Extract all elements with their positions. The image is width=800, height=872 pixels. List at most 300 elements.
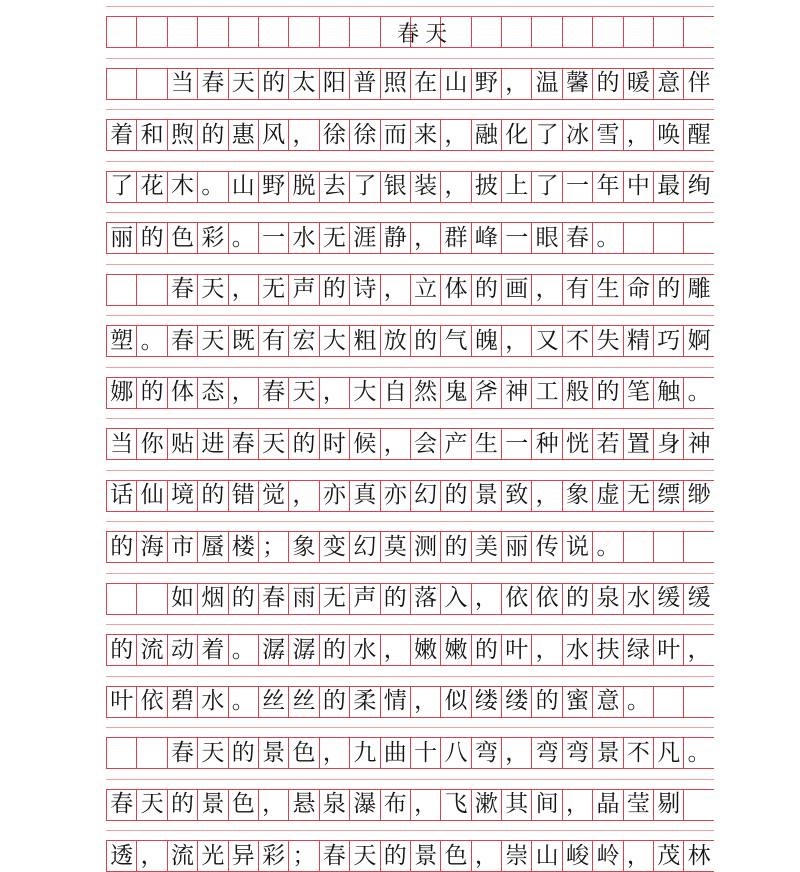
grid-cell: 其 bbox=[501, 789, 531, 821]
grid-spacer-line bbox=[106, 264, 714, 265]
grid-cell: 娜 bbox=[106, 377, 136, 409]
text-line bbox=[106, 634, 714, 666]
grid-cell bbox=[531, 16, 561, 48]
grid-cell: 然 bbox=[410, 377, 440, 409]
grid-cell: 间 bbox=[531, 789, 561, 821]
grid-cell: 的 bbox=[106, 634, 136, 666]
grid-cell: 徐 bbox=[319, 119, 349, 151]
grid-cell: 了 bbox=[106, 171, 136, 203]
grid-cell: 水 bbox=[349, 634, 379, 666]
grid-cell: 去 bbox=[319, 171, 349, 203]
grid-cell: 烟 bbox=[197, 583, 227, 615]
grid-cell bbox=[683, 16, 713, 48]
grid-spacer-line bbox=[106, 315, 714, 316]
grid-cell: 真 bbox=[349, 480, 379, 512]
grid-cell: 有 bbox=[562, 274, 592, 306]
grid-cell: ， bbox=[471, 840, 501, 872]
grid-cell: 丽 bbox=[106, 222, 136, 254]
grid-cell: 的 bbox=[380, 583, 410, 615]
grid-cell: 魄 bbox=[471, 325, 501, 357]
grid-cell: 天 bbox=[136, 789, 166, 821]
text-line bbox=[106, 325, 714, 357]
grid-cell bbox=[106, 583, 136, 615]
grid-cell: ， bbox=[531, 274, 561, 306]
grid-cell: 候 bbox=[349, 428, 379, 460]
grid-cell: 的 bbox=[531, 686, 561, 718]
grid-cell: 天 bbox=[197, 325, 227, 357]
grid-cell: ， bbox=[288, 480, 318, 512]
grid-cell: 茂 bbox=[653, 840, 683, 872]
grid-cell bbox=[136, 16, 166, 48]
grid-cell bbox=[197, 16, 227, 48]
grid-cell: 进 bbox=[197, 428, 227, 460]
grid-cell: 色 bbox=[440, 840, 470, 872]
grid-cell: ， bbox=[319, 737, 349, 769]
grid-cell: 春 bbox=[258, 583, 288, 615]
grid-cell: 景 bbox=[592, 737, 622, 769]
grid-cell: 的 bbox=[653, 274, 683, 306]
text-line bbox=[106, 686, 714, 718]
grid-cell: ， bbox=[562, 789, 592, 821]
grid-cell: 美 bbox=[471, 531, 501, 563]
grid-cell: 天 bbox=[288, 377, 318, 409]
grid-cell: 无 bbox=[319, 222, 349, 254]
grid-cell: 色 bbox=[288, 737, 318, 769]
grid-cell: 漱 bbox=[471, 789, 501, 821]
grid-cell: 春 bbox=[258, 377, 288, 409]
grid-cell: 不 bbox=[562, 325, 592, 357]
grid-cell: 的 bbox=[197, 480, 227, 512]
grid-cell bbox=[623, 222, 653, 254]
grid-cell: 依 bbox=[501, 583, 531, 615]
grid-cell: 缕 bbox=[501, 686, 531, 718]
page-title: 春天 bbox=[397, 21, 454, 47]
grid-cell: 宏 bbox=[288, 325, 318, 357]
grid-cell: 阳 bbox=[319, 68, 349, 100]
grid-cell: 的 bbox=[410, 325, 440, 357]
grid-cell: 塑 bbox=[106, 325, 136, 357]
grid-cell bbox=[623, 16, 653, 48]
grid-cell: 入 bbox=[440, 583, 470, 615]
grid-cell: 有 bbox=[258, 325, 288, 357]
grid-cell: 景 bbox=[410, 840, 440, 872]
grid-cell: 会 bbox=[410, 428, 440, 460]
grid-cell bbox=[653, 222, 683, 254]
grid-cell: 错 bbox=[228, 480, 258, 512]
grid-cell: 放 bbox=[380, 325, 410, 357]
text-line bbox=[106, 789, 714, 821]
grid-cell: 春 bbox=[167, 737, 197, 769]
grid-cell: 着 bbox=[197, 634, 227, 666]
grid-cell: 醒 bbox=[683, 119, 713, 151]
grid-cell: 身 bbox=[653, 428, 683, 460]
grid-cell: 贴 bbox=[167, 428, 197, 460]
grid-cell: ； bbox=[288, 840, 318, 872]
grid-spacer-line bbox=[106, 573, 714, 574]
grid-cell: 泉 bbox=[592, 583, 622, 615]
grid-cell bbox=[228, 16, 258, 48]
grid-cell: ， bbox=[228, 377, 258, 409]
grid-cell: 景 bbox=[258, 737, 288, 769]
grid-cell: ， bbox=[623, 840, 653, 872]
grid-cell bbox=[106, 737, 136, 769]
grid-cell: 来 bbox=[410, 119, 440, 151]
grid-cell: 缥 bbox=[653, 480, 683, 512]
grid-cell bbox=[106, 16, 136, 48]
grid-cell: 意 bbox=[653, 68, 683, 100]
grid-cell: 天 bbox=[197, 274, 227, 306]
grid-spacer-line bbox=[106, 418, 714, 419]
grid-cell: 十 bbox=[410, 737, 440, 769]
grid-cell: 你 bbox=[136, 428, 166, 460]
grid-cell: 布 bbox=[380, 789, 410, 821]
grid-spacer-line bbox=[106, 212, 714, 213]
grid-cell: 静 bbox=[380, 222, 410, 254]
grid-cell: 立 bbox=[410, 274, 440, 306]
grid-cell: 上 bbox=[501, 171, 531, 203]
grid-cell: 。 bbox=[228, 634, 258, 666]
text-line bbox=[106, 119, 714, 151]
grid-cell: 绚 bbox=[683, 171, 713, 203]
grid-cell: 大 bbox=[319, 325, 349, 357]
grid-cell: 精 bbox=[623, 325, 653, 357]
grid-cell: 山 bbox=[440, 68, 470, 100]
grid-cell: 着 bbox=[106, 119, 136, 151]
grid-cell: 透 bbox=[106, 840, 136, 872]
grid-cell bbox=[592, 16, 622, 48]
grid-cell: 木 bbox=[167, 171, 197, 203]
grid-cell: 山 bbox=[228, 171, 258, 203]
grid-cell: 的 bbox=[440, 480, 470, 512]
grid-cell: 的 bbox=[319, 274, 349, 306]
grid-cell: 花 bbox=[136, 171, 166, 203]
text-line bbox=[106, 171, 714, 203]
grid-cell: ， bbox=[319, 377, 349, 409]
grid-cell: 而 bbox=[380, 119, 410, 151]
grid-cell bbox=[653, 686, 683, 718]
grid-cell: 叶 bbox=[106, 686, 136, 718]
grid-cell: 九 bbox=[349, 737, 379, 769]
grid-cell: 缓 bbox=[683, 583, 713, 615]
grid-cell: 婀 bbox=[683, 325, 713, 357]
grid-cell: 春 bbox=[319, 840, 349, 872]
grid-spacer-line bbox=[106, 470, 714, 471]
grid-cell: 斧 bbox=[471, 377, 501, 409]
grid-cell: 动 bbox=[167, 634, 197, 666]
grid-cell: 普 bbox=[349, 68, 379, 100]
grid-cell bbox=[288, 16, 318, 48]
grid-cell: ， bbox=[228, 274, 258, 306]
grid-cell: ， bbox=[380, 634, 410, 666]
grid-cell: 太 bbox=[288, 68, 318, 100]
grid-cell: 煦 bbox=[167, 119, 197, 151]
grid-cell: 说 bbox=[562, 531, 592, 563]
grid-cell: 天 bbox=[228, 68, 258, 100]
grid-cell: 光 bbox=[197, 840, 227, 872]
grid-cell: ， bbox=[531, 634, 561, 666]
grid-cell: 水 bbox=[562, 634, 592, 666]
grid-cell: 。 bbox=[592, 222, 622, 254]
grid-cell: 体 bbox=[440, 274, 470, 306]
grid-cell: 林 bbox=[683, 840, 713, 872]
grid-cell: 涯 bbox=[349, 222, 379, 254]
grid-cell bbox=[683, 222, 713, 254]
text-line bbox=[106, 480, 714, 512]
grid-cell: 剔 bbox=[653, 789, 683, 821]
grid-cell: 蜃 bbox=[197, 531, 227, 563]
grid-cell: 嫩 bbox=[410, 634, 440, 666]
grid-cell: 春 bbox=[167, 274, 197, 306]
grid-cell: 测 bbox=[410, 531, 440, 563]
grid-cell: 曲 bbox=[380, 737, 410, 769]
grid-cell: 声 bbox=[349, 583, 379, 615]
grid-spacer-line bbox=[106, 58, 714, 59]
grid-cell: 当 bbox=[106, 428, 136, 460]
grid-cell: 话 bbox=[106, 480, 136, 512]
grid-cell: 伴 bbox=[683, 68, 713, 100]
grid-cell: 神 bbox=[683, 428, 713, 460]
grid-cell: 凡 bbox=[653, 737, 683, 769]
grid-cell: 银 bbox=[380, 171, 410, 203]
grid-cell: 披 bbox=[471, 171, 501, 203]
grid-cell: 野 bbox=[471, 68, 501, 100]
grid-cell bbox=[106, 274, 136, 306]
grid-cell: 幻 bbox=[349, 531, 379, 563]
grid-cell: 当 bbox=[167, 68, 197, 100]
grid-cell: 峻 bbox=[562, 840, 592, 872]
grid-cell: 彩 bbox=[258, 840, 288, 872]
grid-cell: ， bbox=[440, 171, 470, 203]
grid-cell: 缓 bbox=[653, 583, 683, 615]
grid-cell bbox=[471, 16, 501, 48]
grid-cell bbox=[106, 68, 136, 100]
grid-cell bbox=[683, 789, 713, 821]
grid-cell: 彩 bbox=[197, 222, 227, 254]
grid-cell bbox=[349, 16, 379, 48]
grid-cell: 飞 bbox=[440, 789, 470, 821]
grid-cell: 莫 bbox=[380, 531, 410, 563]
grid-cell: 冰 bbox=[562, 119, 592, 151]
grid-cell bbox=[653, 531, 683, 563]
grid-cell: 色 bbox=[167, 222, 197, 254]
grid-cell: 时 bbox=[319, 428, 349, 460]
grid-cell: 。 bbox=[228, 222, 258, 254]
grid-cell: 工 bbox=[531, 377, 561, 409]
grid-cell: 装 bbox=[410, 171, 440, 203]
text-line bbox=[106, 68, 714, 100]
grid-cell: 巧 bbox=[653, 325, 683, 357]
grid-cell bbox=[319, 16, 349, 48]
grid-cell: 照 bbox=[380, 68, 410, 100]
grid-cell: ， bbox=[471, 583, 501, 615]
grid-cell: 依 bbox=[136, 686, 166, 718]
grid-cell: 觉 bbox=[258, 480, 288, 512]
grid-cell: 化 bbox=[501, 119, 531, 151]
grid-cell bbox=[136, 583, 166, 615]
grid-cell: 的 bbox=[197, 119, 227, 151]
grid-cell: 的 bbox=[319, 634, 349, 666]
grid-cell: ， bbox=[258, 789, 288, 821]
grid-cell: 又 bbox=[531, 325, 561, 357]
grid-cell: 既 bbox=[228, 325, 258, 357]
grid-cell: 的 bbox=[258, 68, 288, 100]
grid-cell: 的 bbox=[471, 634, 501, 666]
grid-cell: 莹 bbox=[623, 789, 653, 821]
text-line bbox=[106, 583, 714, 615]
grid-cell: 在 bbox=[410, 68, 440, 100]
grid-cell: 触 bbox=[653, 377, 683, 409]
grid-cell: 。 bbox=[683, 377, 713, 409]
grid-cell: 的 bbox=[471, 274, 501, 306]
grid-cell: 。 bbox=[136, 325, 166, 357]
grid-cell: 若 bbox=[592, 428, 622, 460]
manuscript-grid-paper bbox=[106, 0, 714, 869]
grid-cell: 仙 bbox=[136, 480, 166, 512]
grid-cell: 碧 bbox=[167, 686, 197, 718]
grid-cell: ， bbox=[410, 686, 440, 718]
grid-cell: 雨 bbox=[288, 583, 318, 615]
grid-cell: 。 bbox=[592, 531, 622, 563]
grid-cell: 徐 bbox=[349, 119, 379, 151]
grid-spacer-line bbox=[106, 521, 714, 522]
grid-cell: 的 bbox=[592, 377, 622, 409]
grid-cell: 唤 bbox=[653, 119, 683, 151]
grid-cell: 的 bbox=[167, 789, 197, 821]
grid-cell: 暖 bbox=[623, 68, 653, 100]
grid-cell: 泉 bbox=[319, 789, 349, 821]
grid-cell: 柔 bbox=[349, 686, 379, 718]
grid-cell: 一 bbox=[258, 222, 288, 254]
grid-cell: 瀑 bbox=[349, 789, 379, 821]
grid-cell: 。 bbox=[683, 737, 713, 769]
grid-cell bbox=[136, 68, 166, 100]
grid-cell: 蜜 bbox=[562, 686, 592, 718]
grid-cell bbox=[136, 274, 166, 306]
grid-cell: 市 bbox=[167, 531, 197, 563]
grid-cell: 春 bbox=[106, 789, 136, 821]
grid-cell: 潺 bbox=[258, 634, 288, 666]
grid-cell bbox=[501, 16, 531, 48]
grid-cell: ， bbox=[501, 325, 531, 357]
grid-cell: 大 bbox=[349, 377, 379, 409]
grid-cell: 野 bbox=[258, 171, 288, 203]
grid-cell: ， bbox=[531, 480, 561, 512]
grid-cell: 的 bbox=[592, 68, 622, 100]
grid-cell: 天 bbox=[349, 840, 379, 872]
text-line bbox=[106, 274, 714, 306]
grid-cell: 笔 bbox=[623, 377, 653, 409]
grid-cell: 异 bbox=[228, 840, 258, 872]
grid-cell: 流 bbox=[167, 840, 197, 872]
grid-cell: 最 bbox=[653, 171, 683, 203]
grid-cell: 。 bbox=[197, 171, 227, 203]
grid-cell: 流 bbox=[136, 634, 166, 666]
grid-cell: 融 bbox=[471, 119, 501, 151]
grid-cell: 的 bbox=[136, 222, 166, 254]
grid-cell: 粗 bbox=[349, 325, 379, 357]
grid-cell: 诗 bbox=[349, 274, 379, 306]
grid-cell: 缕 bbox=[471, 686, 501, 718]
grid-cell: 的 bbox=[106, 531, 136, 563]
grid-cell: ， bbox=[410, 789, 440, 821]
grid-cell: 楼 bbox=[228, 531, 258, 563]
grid-cell bbox=[167, 16, 197, 48]
grid-cell: ， bbox=[501, 68, 531, 100]
grid-cell: 天 bbox=[258, 428, 288, 460]
grid-cell: 了 bbox=[531, 171, 561, 203]
grid-cell: 的 bbox=[136, 377, 166, 409]
grid-cell: 的 bbox=[228, 583, 258, 615]
grid-cell: 传 bbox=[531, 531, 561, 563]
grid-cell: 嫩 bbox=[440, 634, 470, 666]
grid-spacer-line bbox=[106, 624, 714, 625]
grid-cell: 态 bbox=[197, 377, 227, 409]
grid-cell: 弯 bbox=[562, 737, 592, 769]
grid-cell: 八 bbox=[440, 737, 470, 769]
grid-cell: 了 bbox=[349, 171, 379, 203]
grid-cell: 如 bbox=[167, 583, 197, 615]
grid-cell: 天 bbox=[197, 737, 227, 769]
grid-cell bbox=[258, 16, 288, 48]
grid-cell: 春 bbox=[167, 325, 197, 357]
grid-cell: 一 bbox=[501, 222, 531, 254]
grid-cell: 春 bbox=[197, 68, 227, 100]
grid-cell: 声 bbox=[288, 274, 318, 306]
grid-cell: 气 bbox=[440, 325, 470, 357]
grid-cell: 的 bbox=[562, 583, 592, 615]
grid-cell: 年 bbox=[592, 171, 622, 203]
grid-cell: 弯 bbox=[531, 737, 561, 769]
grid-cell bbox=[562, 16, 592, 48]
grid-cell: 水 bbox=[197, 686, 227, 718]
grid-cell: 似 bbox=[440, 686, 470, 718]
grid-cell: 致 bbox=[501, 480, 531, 512]
text-line bbox=[106, 737, 714, 769]
grid-cell: 海 bbox=[136, 531, 166, 563]
grid-cell: 种 bbox=[531, 428, 561, 460]
grid-cell bbox=[683, 531, 713, 563]
grid-spacer-line bbox=[106, 6, 714, 7]
grid-cell: 缈 bbox=[683, 480, 713, 512]
grid-cell: ， bbox=[410, 222, 440, 254]
grid-cell bbox=[136, 737, 166, 769]
grid-cell bbox=[623, 531, 653, 563]
grid-cell: 了 bbox=[531, 119, 561, 151]
grid-cell: 雕 bbox=[683, 274, 713, 306]
grid-cell: 风 bbox=[258, 119, 288, 151]
grid-cell: 脱 bbox=[288, 171, 318, 203]
grid-cell: 的 bbox=[288, 428, 318, 460]
grid-cell: 弯 bbox=[471, 737, 501, 769]
grid-spacer-line bbox=[106, 367, 714, 368]
grid-spacer-line bbox=[106, 779, 714, 780]
grid-cell: 生 bbox=[592, 274, 622, 306]
grid-cell bbox=[683, 686, 713, 718]
text-line bbox=[106, 531, 714, 563]
grid-cell: 丝 bbox=[288, 686, 318, 718]
text-line bbox=[106, 377, 714, 409]
grid-cell: 春 bbox=[562, 222, 592, 254]
grid-cell: 春 bbox=[228, 428, 258, 460]
grid-cell: 。 bbox=[623, 686, 653, 718]
grid-cell: 置 bbox=[623, 428, 653, 460]
grid-cell: 无 bbox=[258, 274, 288, 306]
grid-cell: 叶 bbox=[653, 634, 683, 666]
grid-cell: 峰 bbox=[471, 222, 501, 254]
grid-spacer-line bbox=[106, 676, 714, 677]
grid-cell: ， bbox=[683, 634, 713, 666]
grid-cell: 潺 bbox=[288, 634, 318, 666]
